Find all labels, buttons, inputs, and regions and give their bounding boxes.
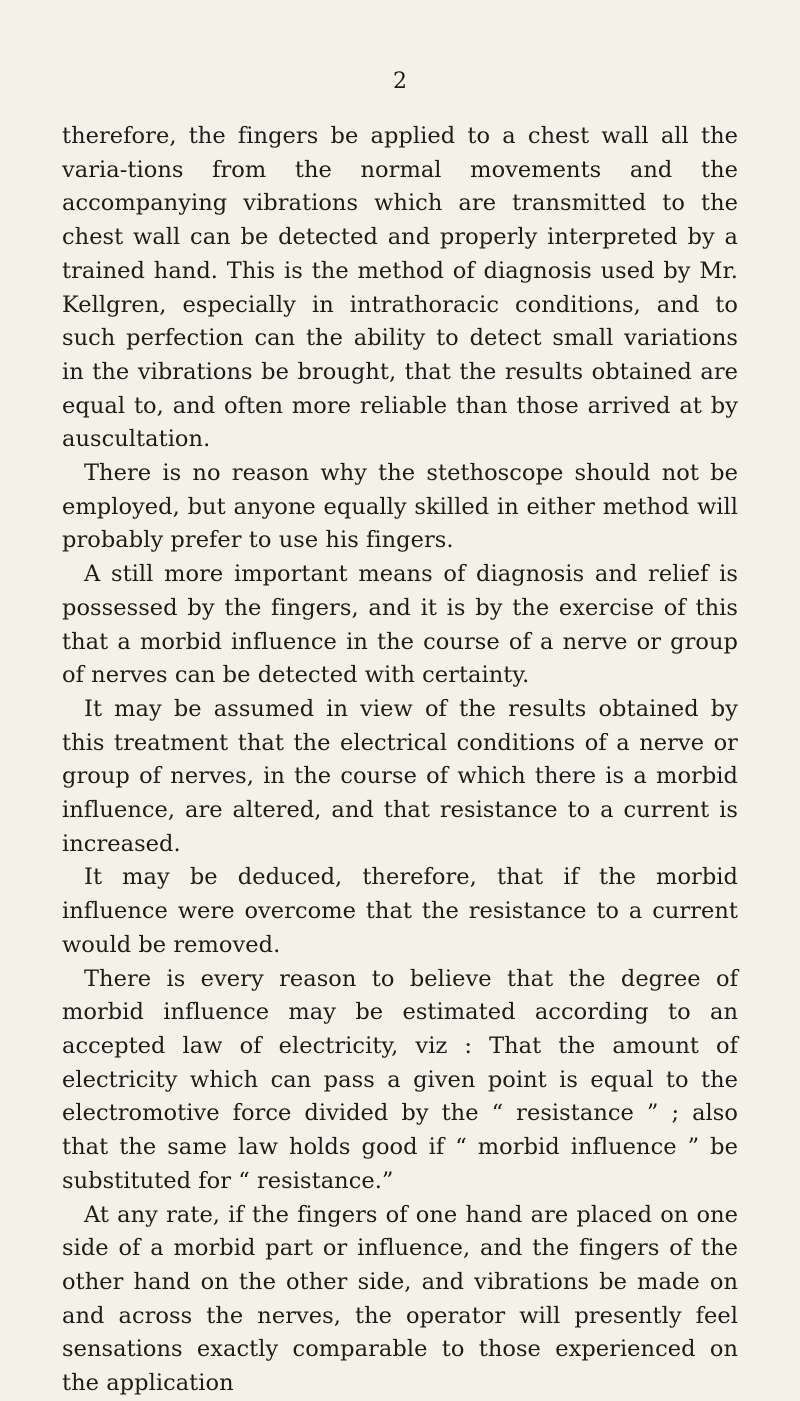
paragraph-2: There is no reason why the stethoscope should not be employed, but anyone equally skilled in either method will probably prefer to use his fingers. (62, 460, 738, 554)
page-number: 2 (393, 69, 407, 94)
paragraph-4: It may be assumed in view of the results obtained by this treatment that the electrical conditions of a nerve or group of nerves, in the course of which there is a morbid influence, are altered, and that resistance to a current is increased. (62, 695, 738, 857)
paragraph-3: A still more important means of diagnosis and relief is possessed by the fingers, and it is by the exercise of this that a morbid influence in the course of a nerve or group of nerves can be detected with certainty. (62, 561, 738, 689)
paragraph-5: It may be deduced, therefore, that if the morbid influence were overcome that the resistance to a current would be removed. (62, 864, 738, 958)
paragraph-1: therefore, the fingers be applied to a chest wall all the varia-tions from the normal movements and the accompanying vibrations which are transmitted to the chest wall can be detected and properly interpreted by a trained hand. This is the method of diagnosis used by Mr. Kellgren, especially in intrathoracic conditions, and to such perfection can the ability to detect small variations in the vibrations be brought, that the results obtained are equal to, and often more reliable than those arrived at by auscultation. (62, 123, 738, 453)
paragraph-6: There is every reason to believe that the degree of morbid influence may be estimated according to an accepted law of electricity, viz : That the amount of electricity which can pass a given point is equal to the electromotive force divided by the “ resistance ” ; also that the same law holds good if “ morbid influence ” be substituted for “ resistance.” (62, 965, 738, 1194)
paragraph-7: At any rate, if the fingers of one hand are placed on one side of a morbid part or influence, and the fingers of the other hand on the other side, and vibrations be made on and across the nerves, the operator will presently feel sensations exactly comparable to those experienced on the application (62, 1201, 738, 1397)
